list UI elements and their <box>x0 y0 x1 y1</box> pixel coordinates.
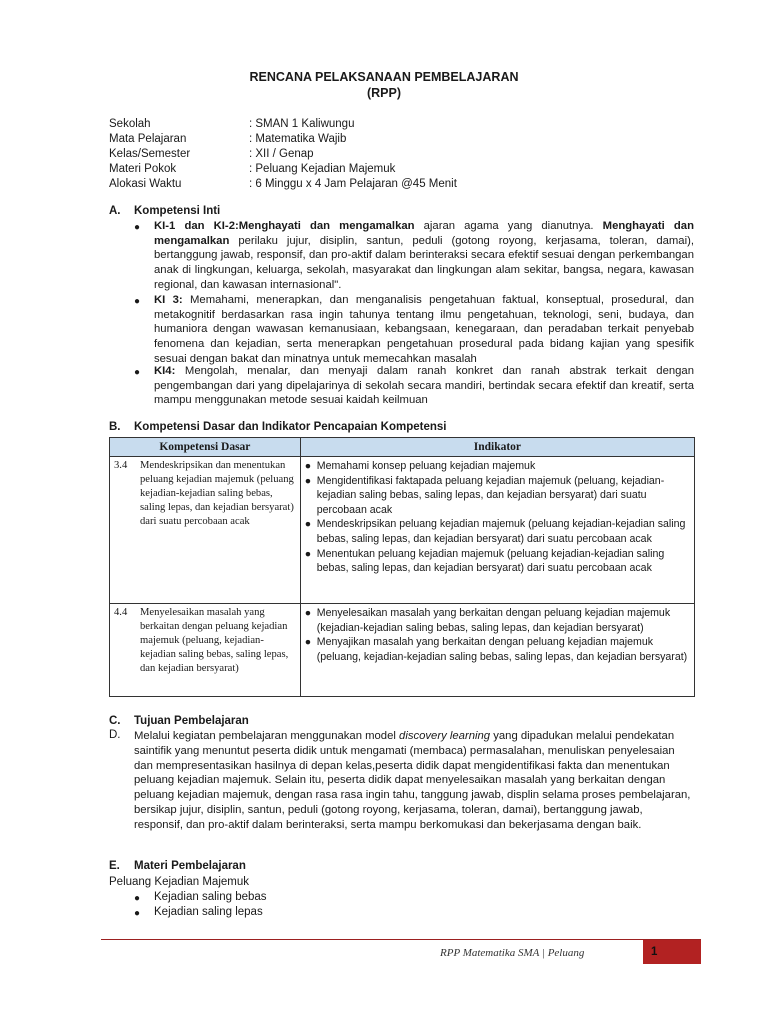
info-row: Kelas/Semester : XII / Genap <box>109 148 314 160</box>
indicator-item: ● Mengidentifikasi faktapada peluang kejadian majemuk (peluang, kejadian-kejadian saling bebas, saling lepas, dan kejadian bersyarat) dari suatu percobaan acak <box>304 474 665 516</box>
indicator-item: ● Menyajikan masalah yang berkaitan dengan peluang kejadian majemuk (peluang, kejadian-kejadian saling bebas, saling lepas, dan kejadian bersyarat) <box>304 636 688 663</box>
bullet-icon: ● <box>134 367 141 378</box>
bullet-icon: ● <box>304 460 312 472</box>
bullet-icon: ● <box>304 474 312 487</box>
kd-number: 4.4 <box>114 607 128 618</box>
bullet-icon: ● <box>134 893 141 904</box>
footer-rule <box>101 939 701 940</box>
bullet-icon: ● <box>134 908 141 919</box>
footer-text: RPP Matematika SMA | Peluang <box>440 947 585 959</box>
kd-text: Mendeskripsikan dan menentukan peluang kejadian majemuk (peluang kejadian-kejadian saling bebas, saling lepas, dan kejadian bersyarat) dari suatu percobaan acak <box>140 460 294 527</box>
materi-item: Kejadian saling bebas <box>154 891 267 903</box>
kd-number: 3.4 <box>114 460 128 471</box>
table-header-row <box>110 438 695 457</box>
bullet-icon: ● <box>134 222 141 233</box>
kd-cell <box>110 457 301 604</box>
bullet-icon: ● <box>304 547 312 560</box>
tujuan-paragraph: Melalui kegiatan pembelajaran menggunakan model discovery learning yang dipadukan melalui pendekatan saintifik yang menuntut peserta didik untuk mengamati (membaca) permasalahan, menuliskan penyelesaian dan mempresentasikan hasilnya di depan kelas,peserta didik dapat mengidentifikasi fakta dan menentukan peluang kejadian majemuk. Selain itu, peserta didik dapat menyelesaikan masalah yang berkaitan dengan peluang kejadian majemuk, dengan rasa rasa ingin tahu, tanggung jawab, displin selama proses pembelajaran, bersikap jujur, disiplin, santun, peduli (gotong royong, kerjasama, toleran, damai), bertanggung jawab, responsif, dan pro-aktif dalam berinteraksi, serta mampu berkomukasi dan bekerjasama dengan baik. <box>134 730 691 831</box>
ki-4-paragraph: KI4: Mengolah, menalar, dan menyaji dalam ranah konkret dan ranah abstrak terkait dengan pengembangan dari yang dipelajarinya di sekolah secara mandiri, bertindak secara efektif dan kreatif, serta mampu menggunakan metode sesuai kaidah keilmuan <box>154 365 694 407</box>
doc-subtitle: (RPP) <box>366 86 402 100</box>
section-e-heading: E. Materi Pembelajaran <box>109 860 246 872</box>
indicator-item: ● Menentukan peluang kejadian majemuk (peluang kejadian-kejadian saling bebas, saling lepas, dan kejadian bersyarat) dari suatu percobaan acak <box>304 547 665 575</box>
ki-1-2-paragraph: KI-1 dan KI-2:Menghayati dan mengamalkan ajaran agama yang dianutnya. Menghayati dan mengamalkan perilaku jujur, disiplin, santun, peduli (gotong royong, kerjasama, toleran, damai), bertanggung jawab, responsif, dan pro-aktif dalam berinteraksi secara efektif sesuai dengan perkembangan anak di lingkungan, keluarga, sekolah, masyarakat dan lingkungan alam sekitar, bangsa, negara, kawasan regional, dan kawasan internasional". <box>154 220 694 291</box>
indicator-cell <box>300 604 694 697</box>
bullet-icon: ● <box>304 607 312 619</box>
page-number-badge <box>643 940 701 964</box>
info-row: Alokasi Waktu : 6 Minggu x 4 Jam Pelajaran @45 Menit <box>109 178 457 190</box>
table-row <box>110 457 695 604</box>
page-number: 1 <box>651 946 658 958</box>
bullet-icon: ● <box>304 636 312 649</box>
bullet-icon: ● <box>304 518 312 531</box>
kd-cell <box>110 604 301 697</box>
materi-title: Peluang Kejadian Majemuk <box>109 876 250 888</box>
indicator-cell <box>300 457 694 604</box>
indicator-item: ● Memahami konsep peluang kejadian majemuk <box>304 460 536 472</box>
header-kompetensi-dasar: Kompetensi Dasar <box>110 438 301 457</box>
info-row: Materi Pokok : Peluang Kejadian Majemuk <box>109 163 396 175</box>
bullet-icon: ● <box>134 296 141 307</box>
info-row: Sekolah : SMAN 1 Kaliwungu <box>109 118 355 130</box>
section-c-heading: C. Tujuan Pembelajaran <box>109 715 249 727</box>
indicator-item: ● Menyelesaikan masalah yang berkaitan dengan peluang kejadian majemuk (kejadian-kejadian saling bebas, saling lepas, dan kejadian bersyarat) <box>304 607 671 634</box>
header-indikator: Indikator <box>300 438 694 457</box>
indicator-item: ● Mendeskripsikan peluang kejadian majemuk (peluang kejadian-kejadian saling bebas, saling lepas, dan kejadian bersyarat) dari suatu percobaan acak <box>304 518 686 545</box>
info-row: Mata Pelajaran : Matematika Wajib <box>109 133 347 145</box>
section-b-heading: B. Kompetensi Dasar dan Indikator Pencapaian Kompetensi <box>109 421 447 433</box>
identity-block <box>109 117 457 192</box>
kd-text: Menyelesaikan masalah yang berkaitan dengan peluang kejadian majemuk (peluang, kejadian-kejadian saling bebas, saling lepas, dan kejadian bersyarat) <box>140 607 289 674</box>
competency-table <box>109 437 695 697</box>
section-a-heading: A. Kompetensi Inti <box>109 205 221 217</box>
doc-title: RENCANA PELAKSANAAN PEMBELAJARAN <box>249 70 519 84</box>
materi-item: Kejadian saling lepas <box>154 906 263 918</box>
ki-3-paragraph: KI 3: Memahami, menerapkan, dan menganalisis pengetahuan faktual, konseptual, prosedural, dan metakognitif berdasarkan rasa ingin tahunya tentang ilmu pengetahuan, teknologi, seni, budaya, dan humaniora dengan wawasan kemanusiaan, kebangsaan, kenegaraan, dan peradaban terkait penyebab fenomena dan kejadian, serta menerapkan pengetahuan prosedural pada bidang kajian yang spesifik sesuai dengan bakat dan minatnya untuk memecahkan masalah <box>154 294 695 365</box>
section-d-letter: D. <box>109 729 121 741</box>
table-row <box>110 604 695 697</box>
